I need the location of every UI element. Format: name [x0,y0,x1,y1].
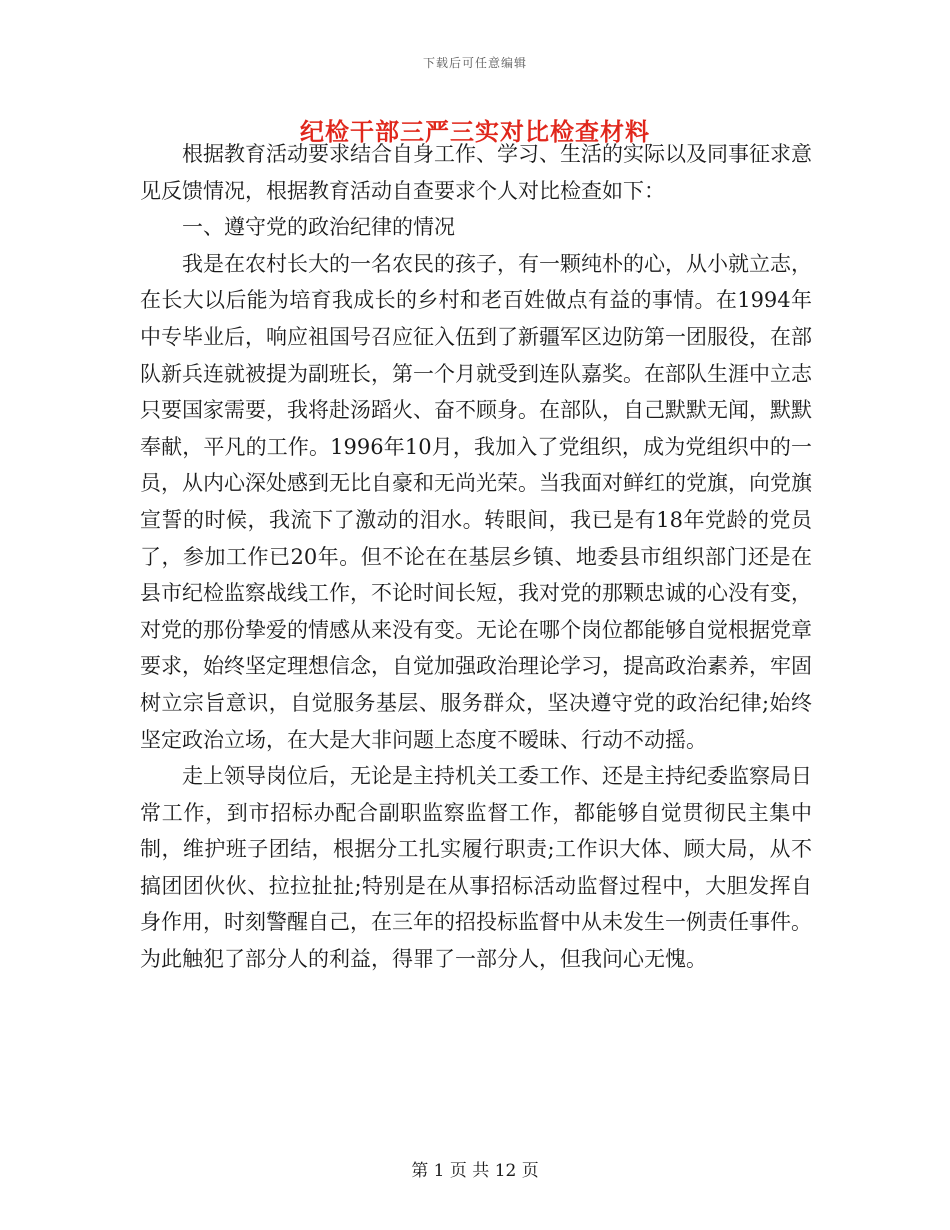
document-body [140,136,812,978]
paragraph-leadership: 走上领导岗位后，无论是主持机关工委工作、还是主持纪委监察局日常工作，到市招标办配合副职监察监督工作，都能够自觉贯彻民主集中制，维护班子团结，根据分工扎实履行职责;工作识大体、顾大局，从不搞团团伙伙、拉拉扯扯;特别是在从事招标活动监督过程中，大胆发挥自身作用，时刻警醒自己，在三年的招投标监督中从未发生一例责任事件。为此触犯了部分人的利益，得罪了一部分人，但我问心无愧。 [140,764,812,972]
section-heading: 一、遵守党的政治纪律的情况 [182,215,455,240]
page-footer: 第 1 页 共 12 页 [411,1161,539,1181]
paragraph-background: 我是在农村长大的一名农民的孩子，有一颗纯朴的心，从小就立志，在长大以后能为培育我成长的乡村和老百姓做点有益的事情。在1994年中专毕业后，响应祖国号召应征入伍到了新疆军区边防第一团服役，在部队新兵连就被提为副班长，第一个月就受到连队嘉奖。在部队生涯中立志只要国家需要，我将赴汤蹈火、奋不顾身。在部队，自己默默无闻，默默奉献，平凡的工作。1996年10月，我加入了党组织，成为党组织中的一员，从内心深处感到无比自豪和无尚光荣。当我面对鲜红的党旗，向党旗宣誓的时候，我流下了激动的泪水。转眼间，我已是有18年党龄的党员了，参加工作已20年。但不论在在基层乡镇、地委县市组织部门还是在县市纪检监察战线工作，不论时间长短，我对党的那颗忠诚的心没有变，对党的那份挚爱的情感从来没有变。无论在哪个岗位都能够自觉根据党章要求，始终坚定理想信念，自觉加强政治理论学习，提高政治素养，牢固树立宗旨意识，自觉服务基层、服务群众，坚决遵守党的政治纪律;始终坚定政治立场，在大是大非问题上态度不暧昧、行动不动摇。 [140,251,812,752]
header-note: 下载后可任意编辑 [422,56,527,70]
paragraph-intro: 根据教育活动要求结合自身工作、学习、生活的实际以及同事征求意见反馈情况，根据教育活动自查要求个人对比检查如下： [140,142,812,203]
document-title: 纪检干部三严三实对比检查材料 [300,117,650,146]
